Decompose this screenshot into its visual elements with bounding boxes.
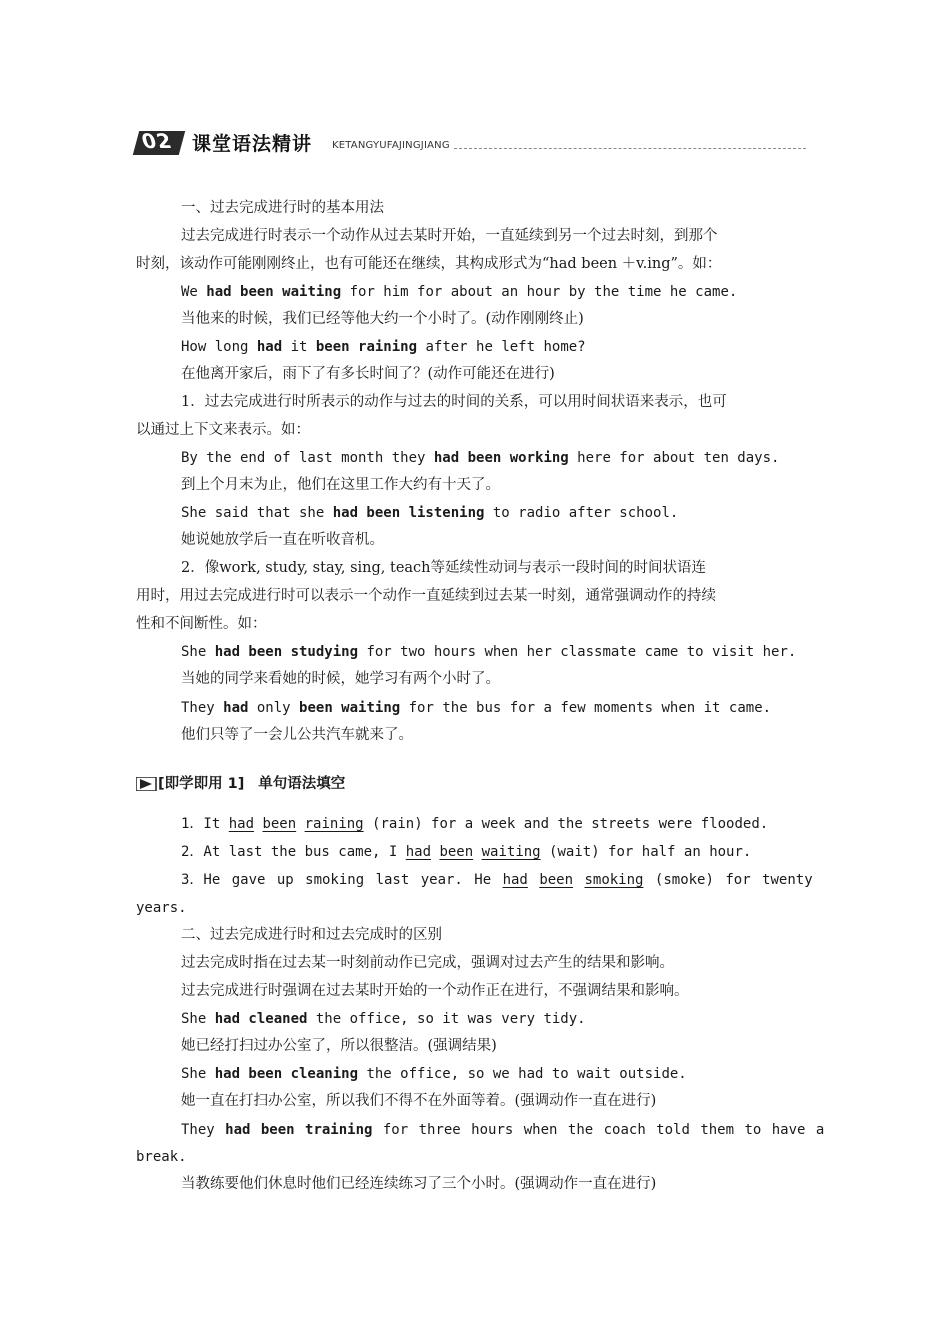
paragraph-line: 时刻，该动作可能刚刚终止，也有可能还在继续，其构成形式为“had been ＋v.ing”。如： <box>136 256 722 272</box>
verb-highlight: had been working <box>433 450 569 466</box>
answer: smoking <box>584 872 644 888</box>
answer: been <box>539 872 574 888</box>
example-sentence: She had been studying for two hours when her classmate came to visit her. <box>181 644 797 660</box>
dashed-rule <box>454 148 806 149</box>
example-translation: 在他离开家后，雨下了有多长时间了？(动作可能还在进行) <box>181 366 555 382</box>
practice-question: 3．He gave up smoking last year. He had been smoking (smoke) for twenty <box>181 872 813 888</box>
paragraph-line: 过去完成进行时强调在过去某时开始的一个动作正在进行，不强调结果和影响。 <box>181 983 689 999</box>
example-sentence: She had been cleaning the office, so we had to wait outside. <box>181 1066 687 1082</box>
example-sentence: She had cleaned the office, so it was very tidy. <box>181 1011 586 1027</box>
example-translation: 她一直在打扫办公室，所以我们不得不在外面等着。(强调动作一直在进行) <box>181 1093 657 1109</box>
verb-highlight: been raining <box>315 339 418 355</box>
example-sentence: How long had it been raining after he left home? <box>181 339 586 355</box>
answer: waiting <box>481 844 541 860</box>
example-translation: 当她的同学来看她的时候，她学习有两个小时了。 <box>181 671 500 687</box>
example-sentence: She said that she had been listening to radio after school. <box>181 505 679 521</box>
play-triangle-icon <box>136 777 158 791</box>
paragraph-line: 以通过上下文来表示。如： <box>136 422 310 438</box>
verb-highlight: had been cleaning <box>214 1066 359 1082</box>
verb-highlight: had <box>256 339 283 355</box>
paragraph-line: 1．过去完成进行时所表示的动作与过去的时间的关系，可以用时间状语来表示，也可 <box>181 394 727 410</box>
practice-question-continued: years. <box>136 900 187 916</box>
answer: had <box>228 816 255 832</box>
answer: had <box>405 844 432 860</box>
section-pinyin: KETANGYUFAJINGJIANG <box>332 140 450 151</box>
answer: had <box>502 872 528 888</box>
example-sentence: By the end of last month they had been working here for about ten days. <box>181 450 780 466</box>
example-sentence: We had been waiting for him for about an hour by the time he came. <box>181 284 738 300</box>
practice-tag: [即学即用 1] <box>158 776 245 792</box>
section-title: 课堂语法精讲 <box>192 133 313 155</box>
answer: raining <box>304 816 364 832</box>
verb-highlight: had been training <box>225 1122 373 1138</box>
section1-heading: 一、过去完成进行时的基本用法 <box>181 200 384 216</box>
example-sentence: They had only been waiting for the bus for a few moments when it came. <box>181 700 772 716</box>
paragraph-line: 过去完成进行时表示一个动作从过去某时开始，一直延续到另一个过去时刻，到那个 <box>181 228 718 244</box>
section2-heading: 二、过去完成进行时和过去完成时的区别 <box>181 927 442 943</box>
verb-highlight: had been studying <box>214 644 359 660</box>
example-translation: 到上个月末为止，他们在这里工作大约有十天了。 <box>181 477 500 493</box>
answer: been <box>439 844 474 860</box>
practice-title: 单句语法填空 <box>258 776 346 792</box>
practice-header <box>136 773 345 795</box>
verb-highlight: had been listening <box>332 505 485 521</box>
example-sentence: They had been training for three hours when the coach told them to have a <box>181 1122 825 1138</box>
example-translation: 她说她放学后一直在听收音机。 <box>181 532 384 548</box>
paragraph-line: 用时，用过去完成进行时可以表示一个动作一直延续到过去某一时刻，通常强调动作的持续 <box>136 588 716 604</box>
paragraph-line: 性和不间断性。如： <box>136 616 267 632</box>
practice-question: 1．It had been raining (rain) for a week and the streets were flooded. <box>181 816 769 832</box>
practice-question: 2．At last the bus came, I had been waiting (wait) for half an hour. <box>181 844 752 860</box>
section-number: 02 <box>138 129 176 153</box>
verb-highlight: had <box>223 700 249 716</box>
example-translation: 当他来的时候，我们已经等他大约一个小时了。(动作刚刚终止) <box>181 311 584 327</box>
example-translation: 她已经打扫过办公室了，所以很整洁。(强调结果) <box>181 1038 497 1054</box>
paragraph-line: 2．像work, study, stay, sing, teach等延续性动词与表示一段时间的时间状语连 <box>181 560 706 576</box>
example-translation: 他们只等了一会儿公共汽车就来了。 <box>181 727 413 743</box>
section-banner <box>136 128 806 158</box>
verb-highlight: had been waiting <box>206 284 342 300</box>
example-translation: 当教练要他们休息时他们已经连续练习了三个小时。(强调动作一直在进行) <box>181 1176 657 1192</box>
example-sentence-continued: break. <box>136 1149 187 1165</box>
verb-highlight: had cleaned <box>214 1011 308 1027</box>
answer: been <box>262 816 297 832</box>
paragraph-line: 过去完成时指在过去某一时刻前动作已完成，强调对过去产生的结果和影响。 <box>181 955 674 971</box>
verb-highlight: been waiting <box>299 700 401 716</box>
